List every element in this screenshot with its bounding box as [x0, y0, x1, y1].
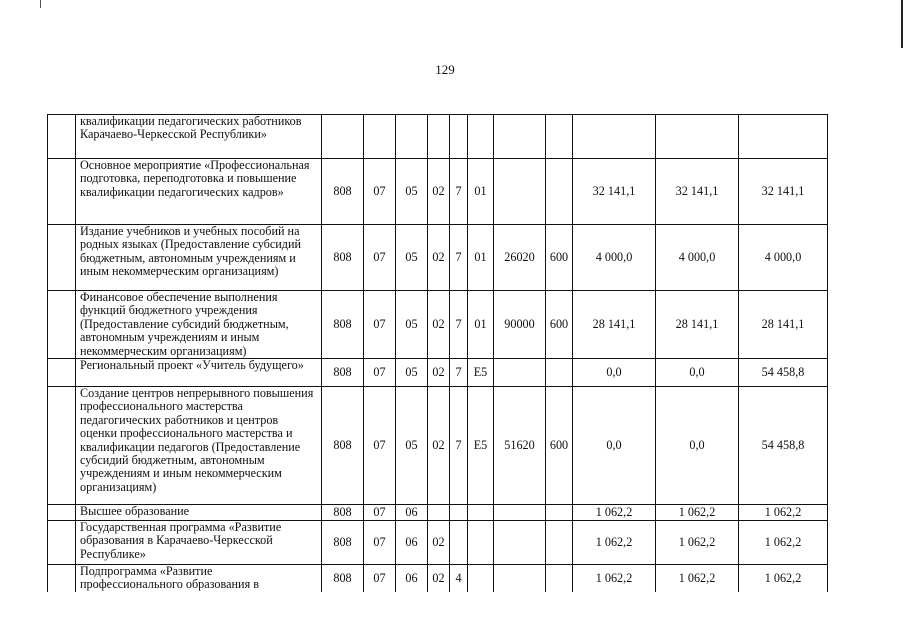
- amount-year-1: 4 000,0: [573, 225, 656, 291]
- program-code: [428, 115, 450, 159]
- expense-type-code: [546, 505, 573, 521]
- blank-cell: [48, 159, 76, 225]
- amount-year-2: 1 062,2: [656, 521, 739, 565]
- table-row: [48, 225, 828, 291]
- item-name: Основное мероприятие «Профессиональная подготовка, переподготовка и повышение квалификации педагогических кадров»: [76, 159, 322, 225]
- direction-code: 51620: [494, 387, 546, 505]
- amount-year-3: 1 062,2: [739, 565, 828, 592]
- blank-cell: [48, 115, 76, 159]
- amount-year-2: 0,0: [656, 359, 739, 387]
- section-code: 07: [364, 159, 396, 225]
- subprogram-code: 7: [450, 159, 468, 225]
- subsection-code: 05: [396, 291, 428, 359]
- amount-year-3: 4 000,0: [739, 225, 828, 291]
- subsection-code: [396, 115, 428, 159]
- activity-code: [468, 115, 494, 159]
- program-code: 02: [428, 521, 450, 565]
- direction-code: [494, 359, 546, 387]
- ministry-code: 808: [322, 521, 364, 565]
- item-name: квалификации педагогических работников Карачаево-Черкесской Республики»: [76, 115, 322, 159]
- table-row: [48, 565, 828, 592]
- blank-cell: [48, 225, 76, 291]
- item-name: Государственная программа «Развитие образования в Карачаево-Черкесской Республике»: [76, 521, 322, 565]
- amount-year-2: [656, 115, 739, 159]
- amount-year-3: 1 062,2: [739, 521, 828, 565]
- amount-year-2: 1 062,2: [656, 565, 739, 592]
- table-row: [48, 115, 828, 159]
- amount-year-1: 28 141,1: [573, 291, 656, 359]
- amount-year-1: 0,0: [573, 387, 656, 505]
- blank-cell: [48, 565, 76, 592]
- section-code: 07: [364, 521, 396, 565]
- table-row: [48, 521, 828, 565]
- blank-cell: [48, 387, 76, 505]
- subsection-code: 05: [396, 225, 428, 291]
- item-name: Подпрограмма «Развитие профессионального образования в: [76, 565, 322, 592]
- direction-code: [494, 115, 546, 159]
- ministry-code: 808: [322, 565, 364, 592]
- amount-year-2: 1 062,2: [656, 505, 739, 521]
- ministry-code: [322, 115, 364, 159]
- subsection-code: 06: [396, 521, 428, 565]
- program-code: 02: [428, 359, 450, 387]
- subsection-code: 05: [396, 387, 428, 505]
- blank-cell: [48, 291, 76, 359]
- section-code: 07: [364, 225, 396, 291]
- blank-cell: [48, 521, 76, 565]
- amount-year-1: [573, 115, 656, 159]
- section-code: 07: [364, 291, 396, 359]
- activity-code: E5: [468, 359, 494, 387]
- section-code: [364, 115, 396, 159]
- ministry-code: 808: [322, 505, 364, 521]
- subprogram-code: [450, 505, 468, 521]
- section-code: 07: [364, 387, 396, 505]
- activity-code: 01: [468, 159, 494, 225]
- subsection-code: 06: [396, 565, 428, 592]
- amount-year-3: 54 458,8: [739, 387, 828, 505]
- expense-type-code: [546, 565, 573, 592]
- amount-year-1: 1 062,2: [573, 521, 656, 565]
- subprogram-code: [450, 521, 468, 565]
- table-row: [48, 387, 828, 505]
- section-code: 07: [364, 505, 396, 521]
- program-code: 02: [428, 387, 450, 505]
- subprogram-code: 7: [450, 291, 468, 359]
- blank-cell: [48, 505, 76, 521]
- activity-code: [468, 505, 494, 521]
- direction-code: [494, 505, 546, 521]
- subprogram-code: 7: [450, 359, 468, 387]
- expense-type-code: 600: [546, 225, 573, 291]
- activity-code: [468, 521, 494, 565]
- amount-year-2: 0,0: [656, 387, 739, 505]
- item-name: Финансовое обеспечение выполнения функций бюджетного учреждения (Предоставление субсидий бюджетным, автономным учреждениям и иным некоммерческим организациям): [76, 291, 322, 359]
- ministry-code: 808: [322, 291, 364, 359]
- scan-edge-mark: [901, 0, 903, 48]
- direction-code: [494, 565, 546, 592]
- activity-code: 01: [468, 225, 494, 291]
- program-code: 02: [428, 159, 450, 225]
- table-row: [48, 291, 828, 359]
- ministry-code: 808: [322, 387, 364, 505]
- subsection-code: 06: [396, 505, 428, 521]
- amount-year-1: 0,0: [573, 359, 656, 387]
- subprogram-code: 7: [450, 225, 468, 291]
- expense-type-code: [546, 159, 573, 225]
- direction-code: [494, 159, 546, 225]
- direction-code: [494, 521, 546, 565]
- program-code: [428, 505, 450, 521]
- amount-year-1: 32 141,1: [573, 159, 656, 225]
- program-code: 02: [428, 225, 450, 291]
- amount-year-3: 54 458,8: [739, 359, 828, 387]
- section-code: 07: [364, 565, 396, 592]
- subprogram-code: [450, 115, 468, 159]
- ministry-code: 808: [322, 159, 364, 225]
- item-name: Создание центров непрерывного повышения профессионального мастерства педагогических работников и центров оценки профессионального мастерства и квалификации педагогов (Предоставление субсидий бюджетным, автономным учреждениям и иным некоммерческим организациям): [76, 387, 322, 505]
- expense-type-code: [546, 359, 573, 387]
- table-row: [48, 505, 828, 521]
- amount-year-3: 1 062,2: [739, 505, 828, 521]
- subsection-code: 05: [396, 359, 428, 387]
- item-name: Региональный проект «Учитель будущего»: [76, 359, 322, 387]
- subsection-code: 05: [396, 159, 428, 225]
- amount-year-1: 1 062,2: [573, 505, 656, 521]
- subprogram-code: 4: [450, 565, 468, 592]
- ministry-code: 808: [322, 225, 364, 291]
- expense-type-code: [546, 521, 573, 565]
- blank-cell: [48, 359, 76, 387]
- item-name: Издание учебников и учебных пособий на родных языках (Предоставление субсидий бюджетным, автономным учреждениям и иным некоммерческим организациям): [76, 225, 322, 291]
- budget-table: [47, 114, 828, 592]
- activity-code: E5: [468, 387, 494, 505]
- amount-year-3: 32 141,1: [739, 159, 828, 225]
- section-code: 07: [364, 359, 396, 387]
- amount-year-2: 32 141,1: [656, 159, 739, 225]
- subprogram-code: 7: [450, 387, 468, 505]
- program-code: 02: [428, 565, 450, 592]
- expense-type-code: 600: [546, 387, 573, 505]
- expense-type-code: 600: [546, 291, 573, 359]
- program-code: 02: [428, 291, 450, 359]
- activity-code: [468, 565, 494, 592]
- amount-year-3: 28 141,1: [739, 291, 828, 359]
- direction-code: 26020: [494, 225, 546, 291]
- amount-year-3: [739, 115, 828, 159]
- table-row: [48, 359, 828, 387]
- table-row: [48, 159, 828, 225]
- direction-code: 90000: [494, 291, 546, 359]
- activity-code: 01: [468, 291, 494, 359]
- expense-type-code: [546, 115, 573, 159]
- item-name: Высшее образование: [76, 505, 322, 521]
- page-number: 129: [435, 62, 455, 77]
- amount-year-1: 1 062,2: [573, 565, 656, 592]
- amount-year-2: 4 000,0: [656, 225, 739, 291]
- ministry-code: 808: [322, 359, 364, 387]
- scan-mark: [40, 0, 41, 8]
- amount-year-2: 28 141,1: [656, 291, 739, 359]
